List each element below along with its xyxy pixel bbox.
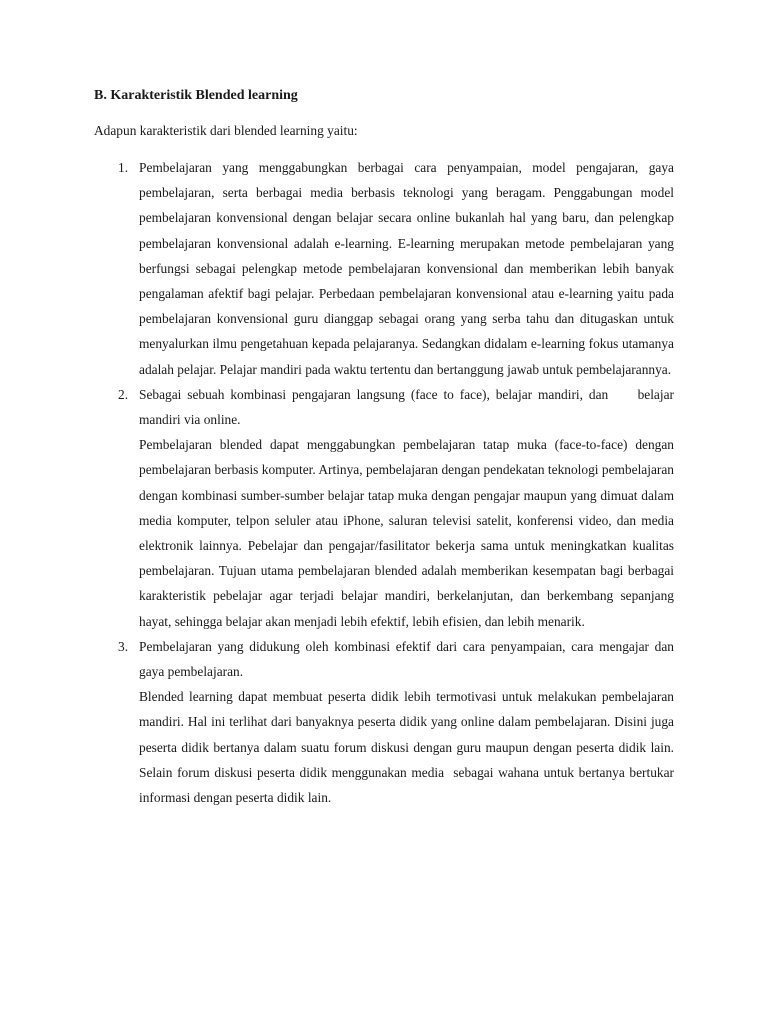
list-item (94, 634, 678, 810)
list-item-number: 2. (118, 386, 129, 402)
list-item-lead: Pembelajaran yang menggabungkan berbagai cara penyampaian, model pengajaran, gaya pembelajaran, serta berbagai media berbasis teknologi yang beragam. Penggabungan model pembelajaran konvensional dengan belajar secara online bukanlah hal yang baru, dan pelengkap pembelajaran konvensional adalah e-learning. E-learning merupakan metode pembelajaran yang berfungsi sebagai pelengkap metode pembelajaran konvensional dan memberikan lebih banyak pengalaman afektif bagi pelajar. Perbedaan pembelajaran konvensional atau e-learning yaitu pada pembelajaran konvensional guru dianggap sebagai orang yang serba tahu dan ditugaskan untuk menyalurkan ilmu pengetahuan kepada pelajaranya. Sedangkan didalam e-learning fokus utamanya adalah pelajar. Pelajar mandiri pada waktu tertentu dan bertanggung jawab untuk pembelajarannya. (139, 160, 674, 377)
list-item-number: 3. (118, 638, 129, 654)
intro-paragraph: Adapun karakteristik dari blended learning yaitu: (94, 123, 358, 138)
characteristics-list (94, 155, 678, 810)
list-item-body: Blended learning dapat membuat peserta didik lebih termotivasi untuk melakukan pembelajaran mandiri. Hal ini terlihat dari banyaknya peserta didik yang online dalam pembelajaran. Disini juga peserta didik bertanya dalam suatu forum diskusi dengan guru maupun dengan peserta didik lain. Selain forum diskusi peserta didik menggunakan media sebagai wahana untuk bertanya bertukar informasi dengan peserta didik lain. (139, 689, 678, 806)
list-item-lead: Sebagai sebuah kombinasi pengajaran langsung (face to face), belajar mandiri, dan belajar mandiri via online. (139, 386, 678, 428)
section-heading: B. Karakteristik Blended learning (94, 88, 298, 103)
list-item (94, 382, 678, 634)
list-item-lead: Pembelajaran yang didukung oleh kombinasi efektif dari cara penyampaian, cara mengajar dan gaya pembelajaran. (139, 638, 674, 680)
list-item-body: Pembelajaran blended dapat menggabungkan pembelajaran tatap muka (face-to-face) dengan pembelajaran berbasis komputer. Artinya, pembelajaran dengan pendekatan teknologi pembelajaran dengan kombinasi sumber-sumber belajar tatap muka dengan pengajar maupun yang dimuat dalam media komputer, telpon seluler atau iPhone, saluran televisi satelit, konferensi video, dan media elektronik lainnya. Pebelajar dan pengajar/fasilitator bekerja sama untuk meningkatkan kualitas pembelajaran. Tujuan utama pembelajaran blended adalah memberikan kesempatan bagi berbagai karakteristik pebelajar agar terjadi belajar mandiri, berkelanjutan, dan berkembang sepanjang hayat, sehingga belajar akan menjadi lebih efektif, lebih efisien, dan lebih menarik. (139, 437, 674, 629)
list-item (94, 155, 674, 382)
list-item-number: 1. (118, 160, 129, 175)
